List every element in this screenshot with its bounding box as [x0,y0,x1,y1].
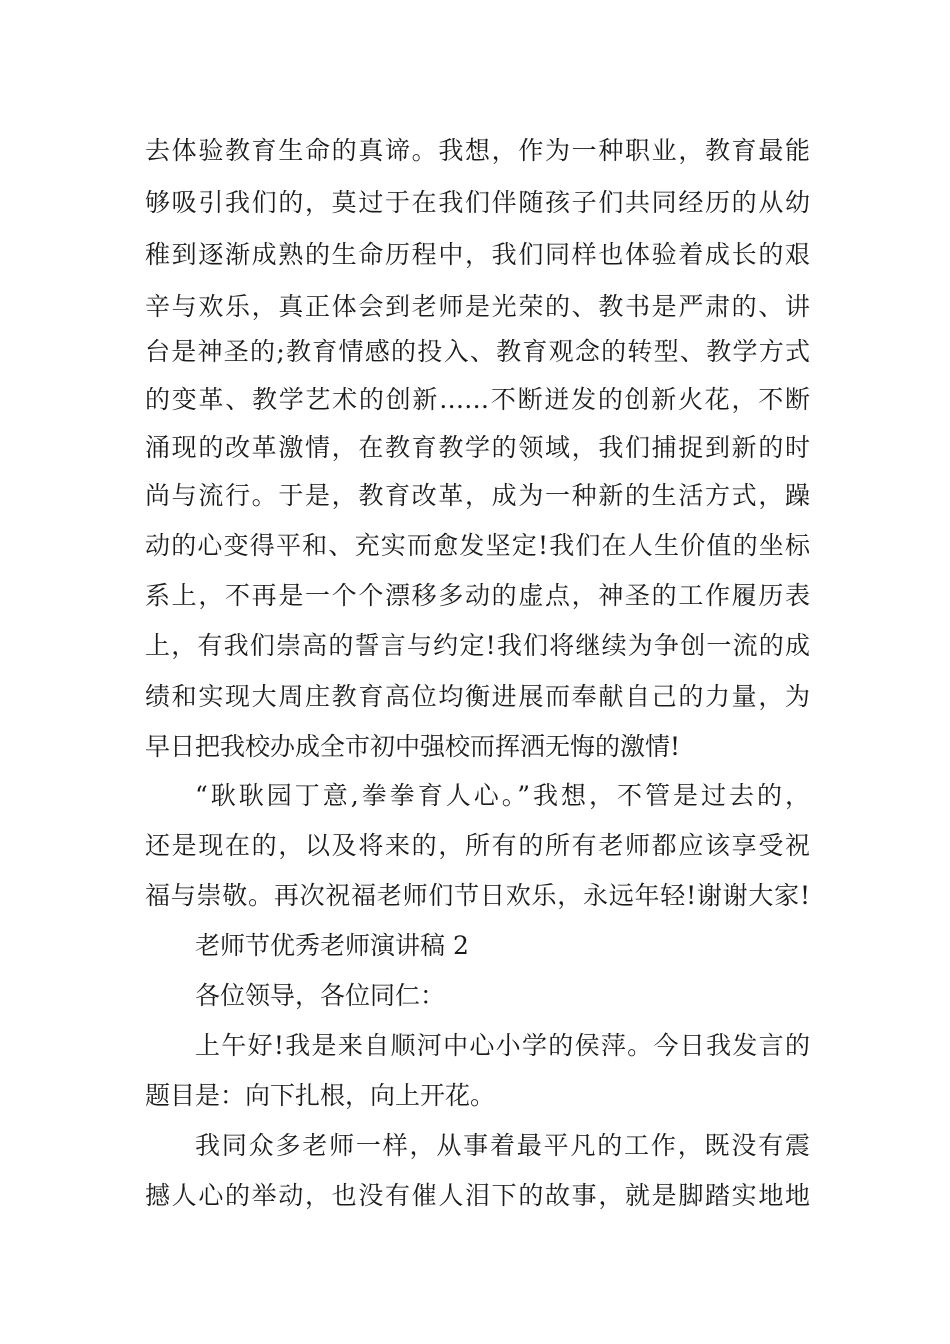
text-line: 去体验教育生命的真谛。我想，作为一种职业，教育最能 [145,136,810,165]
text-line: 撼人心的举动，也没有催人泪下的故事，就是脚踏实地地 [145,1181,810,1210]
paragraph-start-line: “耿耿园丁意,拳拳育人心。”我想，不管是过去的， [195,781,810,810]
text-line: 系上，不再是一个个漂移多动的虚点，神圣的工作履历表 [145,581,810,610]
text-line: 福与崇敬。再次祝福老师们节日欢乐，永远年轻!谢谢大家! [145,881,810,910]
text-line: 辛与欢乐，真正体会到老师是光荣的、教书是严肃的、讲 [145,292,810,321]
text-line: 上，有我们崇高的誓言与约定!我们将继续为争创一流的成 [145,631,810,660]
text-line: 涌现的改革激情，在教育教学的领域，我们捕捉到新的时 [145,433,810,462]
text-line: 稚到逐渐成熟的生命历程中，我们同样也体验着成长的艰 [145,240,810,269]
text-line: 早日把我校办成全市初中强校而挥洒无悔的激情! [145,732,681,761]
text-line: 台是神圣的;教育情感的投入、教育观念的转型、教学方式 [145,337,810,366]
text-line: 动的心变得平和、充实而愈发坚定!我们在人生价值的坐标 [145,531,810,560]
text-line: 的变革、教学艺术的创新……不断迸发的创新火花，不断 [145,385,810,414]
paragraph-start-line: 上午好!我是来自顺河中心小学的侯萍。今日我发言的 [195,1031,810,1060]
text-line: 尚与流行。于是，教育改革，成为一种新的生活方式，躁 [145,481,810,510]
salutation-line: 各位领导，各位同仁： [195,981,446,1010]
text-line: 还是现在的，以及将来的，所有的所有老师都应该享受祝 [145,831,810,860]
text-line: 够吸引我们的，莫过于在我们伴随孩子们共同经历的从幼 [145,188,810,217]
text-line: 绩和实现大周庄教育高位均衡进展而奉献自己的力量，为 [145,682,810,711]
paragraph-start-line: 我同众多老师一样，从事着最平凡的工作，既没有震 [195,1131,810,1160]
section-heading: 老师节优秀老师演讲稿 2 [195,931,469,960]
text-line: 题目是：向下扎根，向上开花。 [145,1081,496,1110]
